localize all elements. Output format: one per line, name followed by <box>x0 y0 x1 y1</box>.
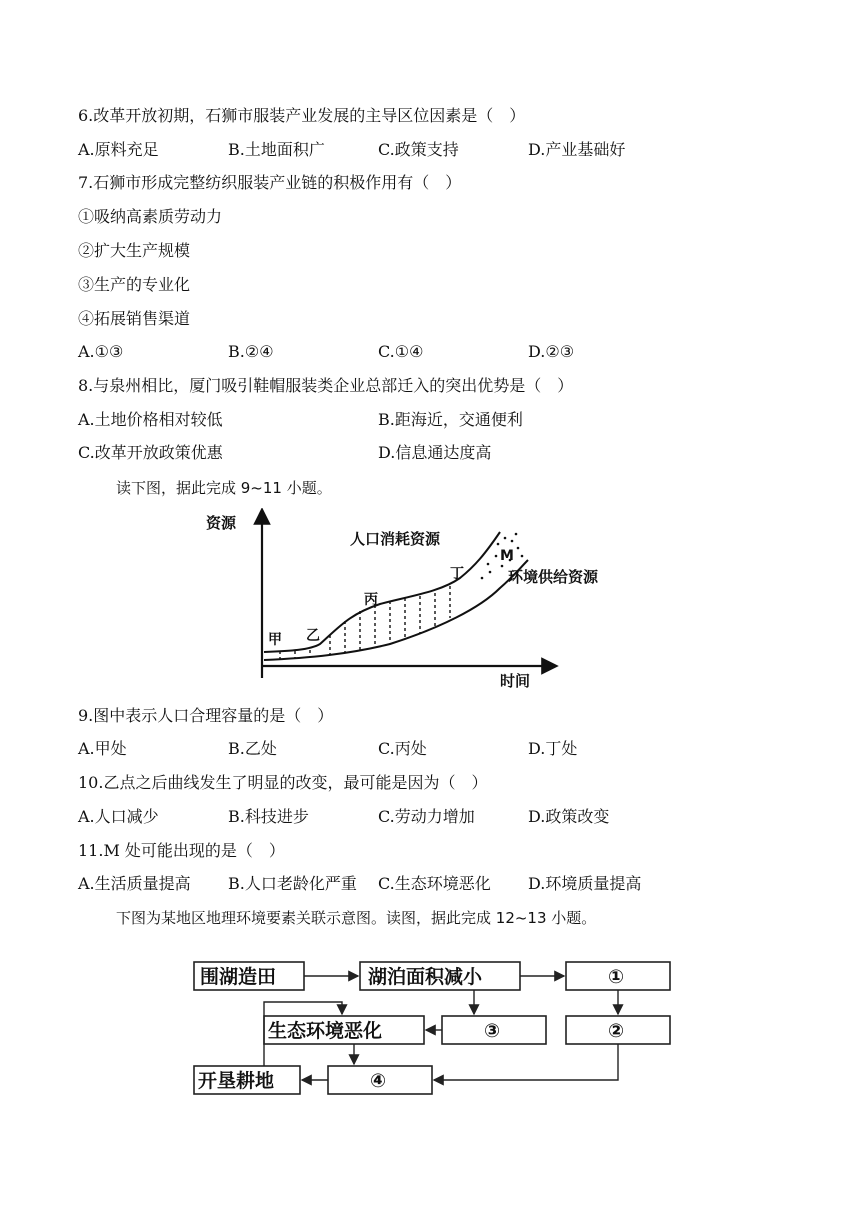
intro-figure2: 下图为某地区地理环境要素关联示意图。读图，据此完成 12~13 小题。 <box>116 909 597 927</box>
q11-stem: 11.M 处可能出现的是（ ） <box>78 841 285 860</box>
box-farm-label: 开垦耕地 <box>198 1070 275 1092</box>
q11-option-a: A.生活质量提高 <box>78 874 191 893</box>
x-axis-label: 时间 <box>500 672 531 688</box>
q9-option-d: D.丁处 <box>528 739 578 758</box>
point-ding: 丁 <box>450 566 464 582</box>
q6-option-c: C.政策支持 <box>378 140 459 159</box>
intro-figure1: 读下图，据此完成 9~11 小题。 <box>116 479 332 497</box>
q8-option-c: C.改革开放政策优惠 <box>78 443 223 462</box>
box-1-label: ① <box>608 966 625 988</box>
box-reclaim-lake-label: 围湖造田 <box>200 966 277 988</box>
q8-option-a: A.土地价格相对较低 <box>78 410 223 429</box>
supply-curve-label: 环境供给资源 <box>508 568 599 586</box>
box-2-label: ② <box>608 1020 625 1042</box>
box-lake-area-label: 湖泊面积减小 <box>368 966 483 988</box>
q8-stem: 8.与泉州相比，厦门吸引鞋帽服装类企业总部迁入的突出优势是（ ） <box>78 376 574 395</box>
q6-option-a: A.原料充足 <box>78 140 159 159</box>
q6-stem: 6.改革开放初期，石狮市服装产业发展的主导区位因素是（ ） <box>78 106 526 125</box>
q7-option-a: A.①③ <box>78 342 124 361</box>
q8-option-b: B.距海近，交通便利 <box>378 410 523 429</box>
box-4-label: ④ <box>370 1070 387 1092</box>
q6-option-b: B.土地面积广 <box>228 140 325 159</box>
figure-population-resources <box>200 508 620 688</box>
q7-item-4: ④拓展销售渠道 <box>78 309 191 328</box>
region-m-label: M <box>500 548 514 564</box>
q9-option-b: B.乙处 <box>228 739 277 758</box>
q7-item-3: ③生产的专业化 <box>78 275 191 294</box>
q10-option-d: D.政策改变 <box>528 807 610 826</box>
point-jia: 甲 <box>268 632 282 648</box>
q9-stem: 9.图中表示人口合理容量的是（ ） <box>78 706 334 725</box>
q7-option-b: B.②④ <box>228 342 274 361</box>
q11-option-b: B.人口老龄化严重 <box>228 874 357 893</box>
q6-option-d: D.产业基础好 <box>528 140 626 159</box>
y-axis-label: 资源 <box>206 514 237 532</box>
q11-option-d: D.环境质量提高 <box>528 874 642 893</box>
consumption-curve <box>264 532 500 652</box>
supply-curve <box>264 560 528 660</box>
q7-option-c: C.①④ <box>378 342 424 361</box>
consumption-curve-label: 人口消耗资源 <box>350 530 441 548</box>
q7-option-d: D.②③ <box>528 342 575 361</box>
q7-item-1: ①吸纳高素质劳动力 <box>78 207 223 226</box>
q9-option-c: C.丙处 <box>378 739 427 758</box>
q7-stem: 7.石狮市形成完整纺织服装产业链的积极作用有（ ） <box>78 173 462 192</box>
box-eco-label: 生态环境恶化 <box>268 1020 383 1042</box>
q7-item-2: ②扩大生产规模 <box>78 241 191 260</box>
point-yi: 乙 <box>306 628 320 644</box>
point-bing: 丙 <box>364 592 378 608</box>
q10-stem: 10.乙点之后曲线发生了明显的改变，最可能是因为（ ） <box>78 773 488 792</box>
q11-option-c: C.生态环境恶化 <box>378 874 491 893</box>
figure-environment-flow <box>188 952 678 1102</box>
q10-option-b: B.科技进步 <box>228 807 309 826</box>
q10-option-a: A.人口减少 <box>78 807 159 826</box>
q10-option-c: C.劳动力增加 <box>378 807 475 826</box>
q9-option-a: A.甲处 <box>78 739 127 758</box>
box-3-label: ③ <box>484 1020 501 1042</box>
q8-option-d: D.信息通达度高 <box>378 443 492 462</box>
